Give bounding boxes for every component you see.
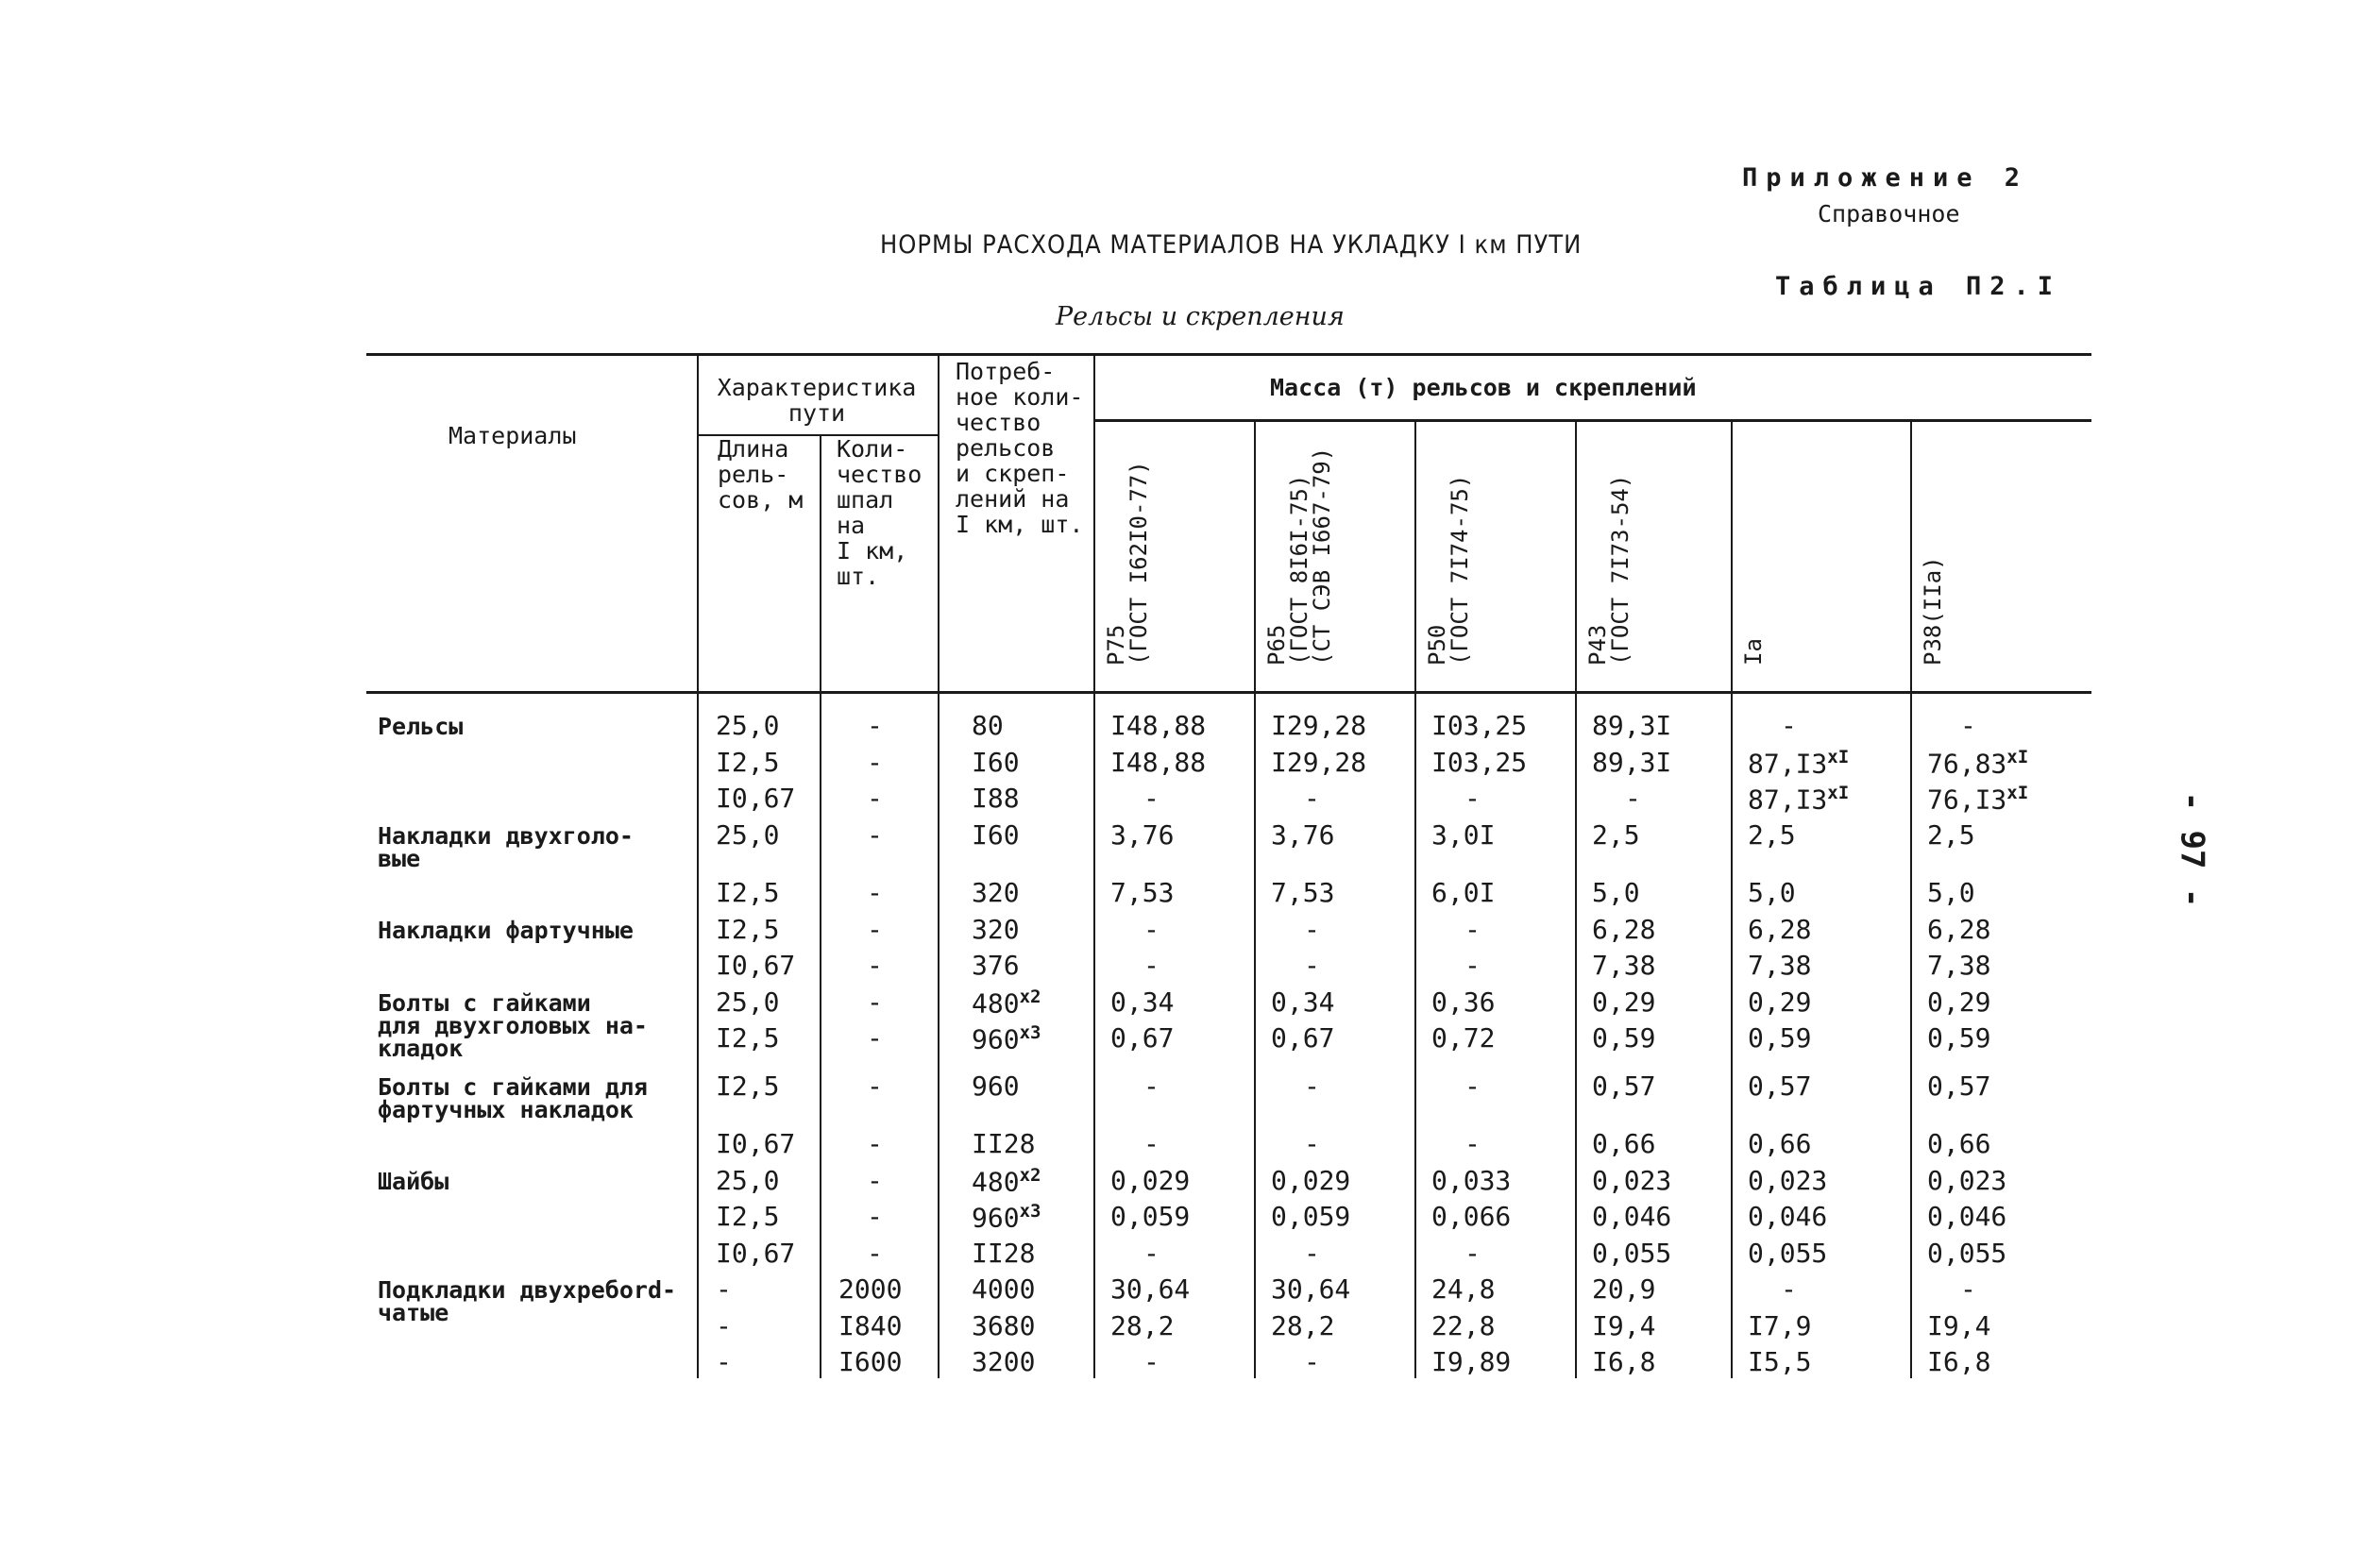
mass-cell: 7,53: [1271, 877, 1335, 909]
mass-cell: 0,59: [1748, 1022, 1812, 1054]
mass-cell: 7,38: [1592, 950, 1656, 982]
col-header-rail-type: Iа: [1740, 638, 1767, 666]
material-name: Накладки двухголо- вые: [378, 821, 634, 872]
mass-cell: I29,28: [1271, 746, 1367, 778]
mass-cell: -: [1304, 1070, 1320, 1102]
mass-cell: -: [1464, 1237, 1481, 1269]
sleepers-cell: -: [867, 950, 883, 982]
mass-cell: 5,0: [1927, 877, 1975, 909]
mass-cell: 0,57: [1592, 1070, 1656, 1102]
quantity-cell: $480^{x2}$: [972, 986, 1041, 1019]
document-title: НОРМЫ РАСХОДА МАТЕРИАЛОВ НА УКЛАДКУ I км ПУТИ: [880, 230, 1583, 260]
material-name: Подкладки двухребord- чатые: [378, 1276, 677, 1327]
mass-cell: $87,I3^{xI}$: [1748, 746, 1850, 779]
quantity-cell: 320: [972, 913, 1020, 945]
mass-cell: -: [1304, 913, 1320, 945]
rail-length-cell: 25,0: [716, 710, 780, 741]
mass-cell: $76,83^{xI}$: [1927, 746, 2029, 779]
mass-cell: 30,64: [1110, 1273, 1191, 1306]
sleepers-cell: 2000: [838, 1273, 903, 1306]
rail-length-cell: 25,0: [716, 818, 780, 851]
mass-cell: 6,28: [1927, 913, 1991, 945]
quantity-cell: 3200: [972, 1346, 1036, 1378]
mass-cell: -: [1960, 710, 1976, 741]
mass-cell: I48,88: [1110, 710, 1207, 741]
col-group-mass: Масса (т) рельсов и скреплений: [1270, 374, 1697, 401]
col-header-rail-type: Р65 (ГОСТ 8I6I-75) (СТ СЭВ I667-79): [1263, 447, 1335, 666]
mass-cell: 0,67: [1271, 1022, 1335, 1054]
mass-cell: 6,28: [1592, 913, 1656, 945]
col-header-rail-type: Р43 (ГОСТ 7I73-54): [1584, 474, 1634, 666]
table-rule: [1093, 419, 2091, 422]
mass-cell: 0,57: [1748, 1070, 1812, 1102]
mass-cell: 0,66: [1748, 1128, 1812, 1160]
mass-cell: I6,8: [1927, 1346, 1991, 1378]
col-header-rail-type: Р50 (ГОСТ 7I74-75): [1424, 474, 1473, 666]
mass-cell: I7,9: [1748, 1309, 1812, 1341]
mass-cell: -: [1143, 1070, 1160, 1102]
material-name: Болты с гайками для двухголовых на- кладок: [378, 988, 648, 1062]
rail-length-cell: I0,67: [716, 783, 796, 814]
mass-cell: -: [1304, 783, 1320, 814]
mass-cell: 0,57: [1927, 1070, 1991, 1102]
mass-cell: 0,66: [1592, 1128, 1656, 1160]
rail-length-cell: I2,5: [716, 1070, 780, 1102]
mass-cell: 0,046: [1748, 1201, 1828, 1233]
quantity-cell: $480^{x2}$: [972, 1164, 1041, 1198]
mass-cell: -: [1304, 950, 1320, 982]
rail-length-cell: 25,0: [716, 1164, 780, 1196]
sleepers-cell: I840: [838, 1309, 903, 1341]
mass-cell: -: [1464, 913, 1481, 945]
mass-cell: 30,64: [1271, 1273, 1351, 1306]
table-rule: [1910, 419, 1912, 1378]
table-rule: [697, 353, 699, 1378]
mass-cell: -: [1304, 1128, 1320, 1160]
mass-cell: 0,055: [1592, 1237, 1672, 1269]
mass-cell: 24,8: [1431, 1273, 1496, 1306]
quantity-cell: $960^{x3}$: [972, 1201, 1041, 1234]
mass-cell: -: [1143, 783, 1160, 814]
mass-cell: -: [1304, 1346, 1320, 1378]
mass-cell: 0,055: [1748, 1237, 1828, 1269]
mass-cell: 0,055: [1927, 1237, 2007, 1269]
col-header-need: Потреб- ное коли- чество рельсов и скреп- лений на I км, шт.: [956, 358, 1084, 538]
sleepers-cell: -: [867, 1237, 883, 1269]
mass-cell: 3,76: [1110, 818, 1175, 851]
col-header-rail-length: Длина рель- сов, м: [718, 435, 804, 514]
reference-label: Справочное: [1818, 200, 1960, 228]
mass-cell: 0,046: [1927, 1201, 2007, 1233]
mass-cell: -: [1464, 783, 1481, 814]
mass-cell: I6,8: [1592, 1346, 1656, 1378]
mass-cell: 0,34: [1271, 986, 1335, 1018]
table-rule: [820, 434, 821, 1378]
table-rule: [938, 353, 940, 1378]
col-header-rail-type: Р75 (ГОСТ I62I0-77): [1103, 461, 1152, 666]
mass-cell: $76,I3^{xI}$: [1927, 783, 2029, 816]
mass-cell: I9,89: [1431, 1346, 1512, 1378]
mass-cell: 0,033: [1431, 1164, 1512, 1196]
material-name: Шайбы: [378, 1167, 449, 1195]
mass-cell: -: [1464, 1070, 1481, 1102]
rail-length-cell: I2,5: [716, 1022, 780, 1054]
mass-cell: -: [1781, 710, 1797, 741]
mass-cell: 0,59: [1592, 1022, 1656, 1054]
mass-cell: 22,8: [1431, 1309, 1496, 1341]
col-header-materials: Материалы: [449, 422, 577, 449]
mass-cell: 7,38: [1927, 950, 1991, 982]
table-rule: [1093, 353, 1095, 1378]
mass-cell: -: [1143, 1128, 1160, 1160]
mass-cell: -: [1143, 913, 1160, 945]
mass-cell: 2,5: [1592, 818, 1640, 851]
sleepers-cell: I600: [838, 1346, 903, 1378]
mass-cell: $87,I3^{xI}$: [1748, 783, 1850, 816]
mass-cell: 0,046: [1592, 1201, 1672, 1233]
mass-cell: 5,0: [1592, 877, 1640, 909]
mass-cell: I48,88: [1110, 746, 1207, 778]
mass-cell: 2,5: [1927, 818, 1975, 851]
mass-cell: 6,0I: [1431, 877, 1496, 909]
mass-cell: 0,023: [1592, 1164, 1672, 1196]
rail-length-cell: I2,5: [716, 746, 780, 778]
sleepers-cell: -: [867, 1022, 883, 1054]
mass-cell: 0,029: [1271, 1164, 1351, 1196]
mass-cell: 5,0: [1748, 877, 1796, 909]
mass-cell: 0,29: [1592, 986, 1656, 1018]
quantity-cell: II28: [972, 1128, 1036, 1160]
mass-cell: I5,5: [1748, 1346, 1812, 1378]
quantity-cell: I60: [972, 746, 1020, 778]
quantity-cell: I60: [972, 818, 1020, 851]
mass-cell: -: [1304, 1237, 1320, 1269]
mass-cell: 28,2: [1110, 1309, 1175, 1341]
rail-length-cell: -: [716, 1273, 732, 1306]
mass-cell: 3,0I: [1431, 818, 1496, 851]
mass-cell: I9,4: [1927, 1309, 1991, 1341]
quantity-cell: $960^{x3}$: [972, 1022, 1041, 1055]
mass-cell: 28,2: [1271, 1309, 1335, 1341]
mass-cell: I9,4: [1592, 1309, 1656, 1341]
mass-cell: 0,066: [1431, 1201, 1512, 1233]
appendix-label: Приложение 2: [1742, 163, 2029, 193]
sleepers-cell: -: [867, 1201, 883, 1233]
mass-cell: 0,29: [1748, 986, 1812, 1018]
mass-cell: 0,029: [1110, 1164, 1191, 1196]
col-header-sleepers: Коли- чество шпал на I км, шт.: [837, 435, 923, 590]
quantity-cell: 960: [972, 1070, 1020, 1102]
rail-length-cell: I0,67: [716, 950, 796, 982]
quantity-cell: 4000: [972, 1273, 1036, 1306]
table-rule: [1254, 419, 1256, 1378]
sleepers-cell: -: [867, 746, 883, 778]
table-rule: [366, 691, 2091, 694]
sleepers-cell: -: [867, 710, 883, 741]
table-rule: [366, 353, 2091, 356]
rail-length-cell: -: [716, 1346, 732, 1378]
mass-cell: 0,36: [1431, 986, 1496, 1018]
mass-cell: 0,34: [1110, 986, 1175, 1018]
mass-cell: 0,67: [1110, 1022, 1175, 1054]
mass-cell: 2,5: [1748, 818, 1796, 851]
sleepers-cell: -: [867, 1070, 883, 1102]
sleepers-cell: -: [867, 1164, 883, 1196]
mass-cell: -: [1625, 783, 1641, 814]
col-header-rail-type: Р38(IIа): [1920, 556, 1946, 666]
material-name: Болты с гайками для фартучных накладок: [378, 1072, 648, 1123]
sleepers-cell: -: [867, 913, 883, 945]
page-number: - 97 -: [2173, 791, 2211, 908]
quantity-cell: 3680: [972, 1309, 1036, 1341]
mass-cell: 0,29: [1927, 986, 1991, 1018]
table-rule: [1575, 419, 1577, 1378]
mass-cell: -: [1143, 1346, 1160, 1378]
material-name: Рельсы: [378, 713, 464, 740]
table-subtitle: Рельсы и скрепления: [1056, 302, 1345, 331]
sleepers-cell: -: [867, 877, 883, 909]
mass-cell: 20,9: [1592, 1273, 1656, 1306]
col-group-track: Характеристика пути: [717, 374, 917, 427]
rail-length-cell: I0,67: [716, 1128, 796, 1160]
mass-cell: 0,72: [1431, 1022, 1496, 1054]
mass-cell: 0,023: [1927, 1164, 2007, 1196]
sleepers-cell: -: [867, 783, 883, 814]
mass-cell: 0,66: [1927, 1128, 1991, 1160]
quantity-cell: 320: [972, 877, 1020, 909]
rail-length-cell: I2,5: [716, 877, 780, 909]
mass-cell: -: [1464, 1128, 1481, 1160]
mass-cell: 0,059: [1110, 1201, 1191, 1233]
sleepers-cell: -: [867, 1128, 883, 1160]
mass-cell: 7,38: [1748, 950, 1812, 982]
mass-cell: I03,25: [1431, 710, 1528, 741]
sleepers-cell: -: [867, 818, 883, 851]
rail-length-cell: 25,0: [716, 986, 780, 1018]
quantity-cell: I88: [972, 783, 1020, 814]
rail-length-cell: I0,67: [716, 1237, 796, 1269]
mass-cell: -: [1143, 1237, 1160, 1269]
mass-cell: -: [1960, 1273, 1976, 1306]
quantity-cell: 80: [972, 710, 1004, 741]
rail-length-cell: I2,5: [716, 1201, 780, 1233]
quantity-cell: 376: [972, 950, 1020, 982]
sleepers-cell: -: [867, 986, 883, 1018]
mass-cell: 3,76: [1271, 818, 1335, 851]
mass-cell: -: [1143, 950, 1160, 982]
table-rule: [1414, 419, 1416, 1378]
mass-cell: 0,59: [1927, 1022, 1991, 1054]
rail-length-cell: -: [716, 1309, 732, 1341]
mass-cell: 0,059: [1271, 1201, 1351, 1233]
table-rule: [1731, 419, 1733, 1378]
material-name: Накладки фартучные: [378, 916, 634, 944]
mass-cell: 0,023: [1748, 1164, 1828, 1196]
rail-length-cell: I2,5: [716, 913, 780, 945]
mass-cell: I29,28: [1271, 710, 1367, 741]
mass-cell: I03,25: [1431, 746, 1528, 778]
quantity-cell: II28: [972, 1237, 1036, 1269]
mass-cell: 7,53: [1110, 877, 1175, 909]
mass-cell: -: [1781, 1273, 1797, 1306]
mass-cell: 6,28: [1748, 913, 1812, 945]
table-label: Таблица П2.I: [1775, 272, 2062, 301]
mass-cell: 89,3I: [1592, 746, 1672, 778]
mass-cell: 89,3I: [1592, 710, 1672, 741]
mass-cell: -: [1464, 950, 1481, 982]
